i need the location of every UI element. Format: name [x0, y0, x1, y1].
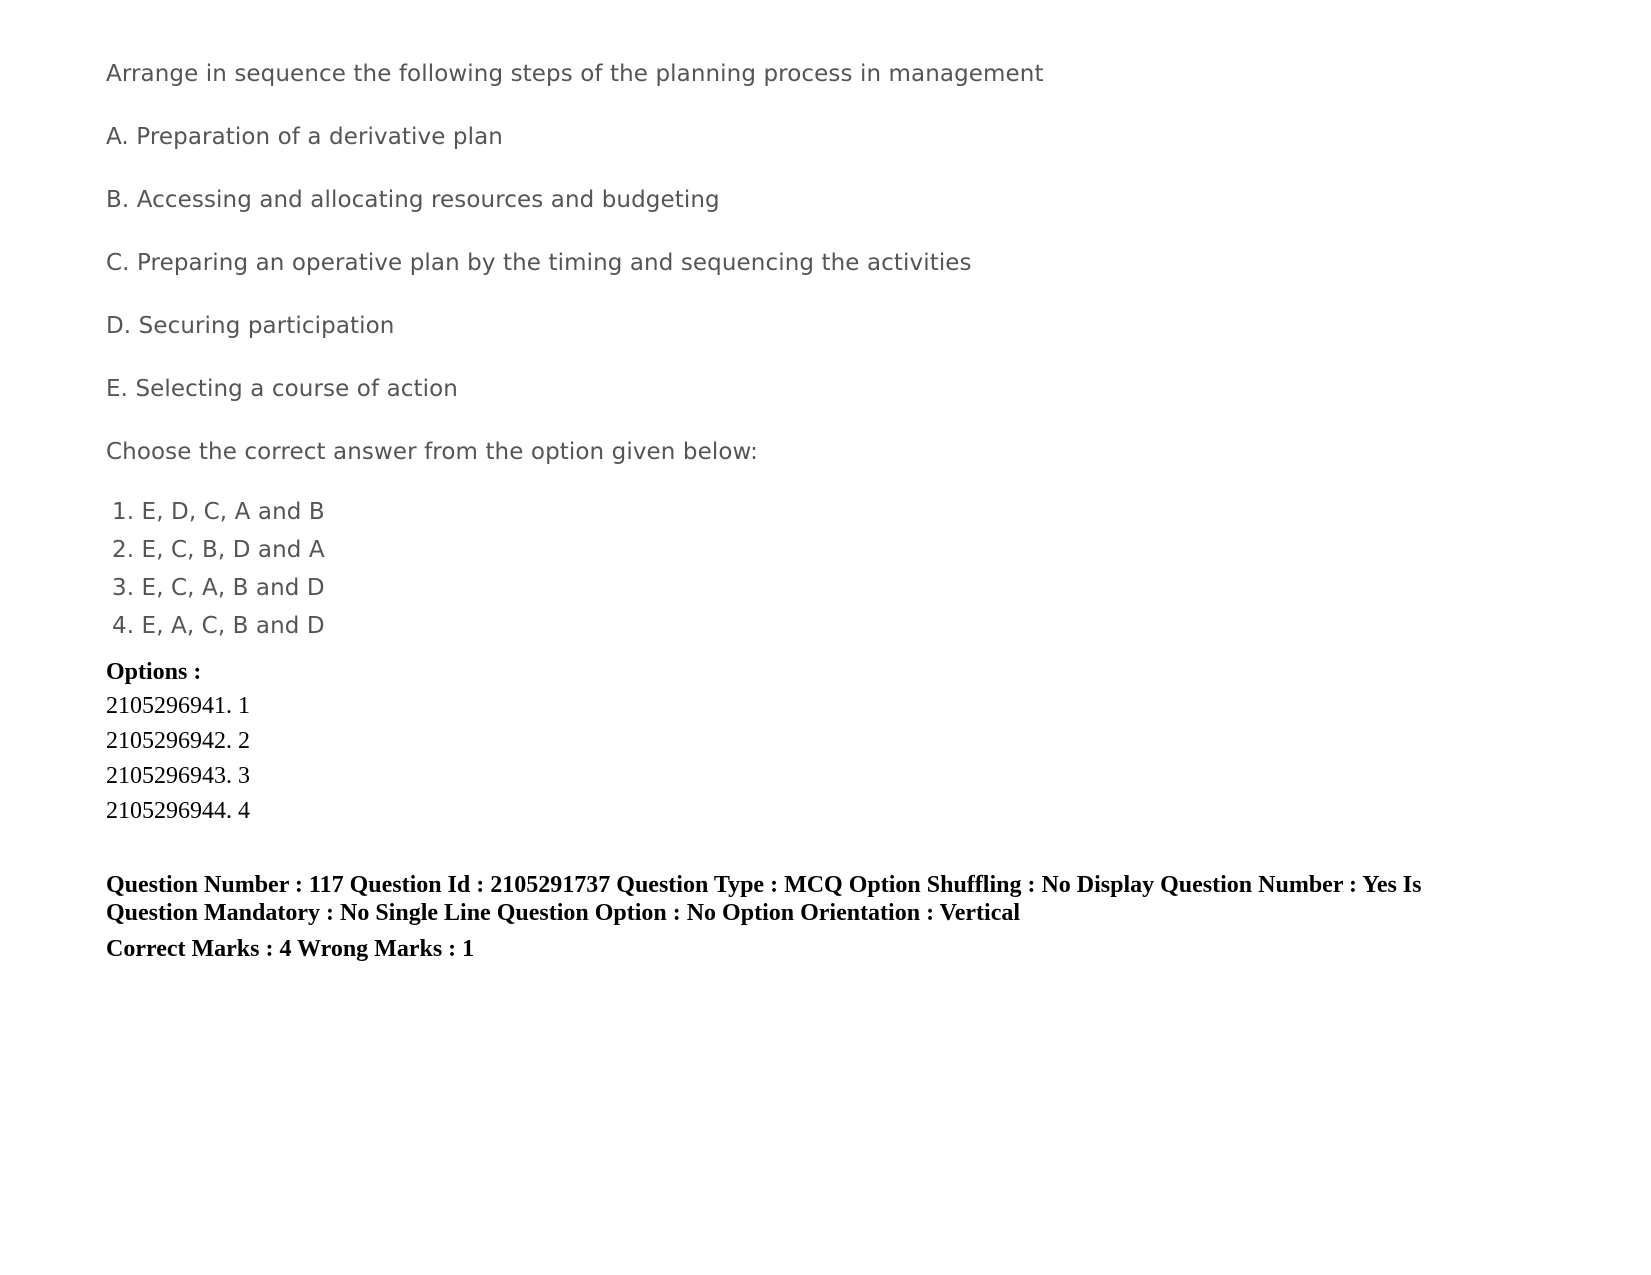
- marks-info: Correct Marks : 4 Wrong Marks : 1: [106, 936, 475, 962]
- step-c: C. Preparing an operative plan by the timing and sequencing the activities: [106, 250, 972, 276]
- question-details-line-1: Question Number : 117 Question Id : 2105291737 Question Type : MCQ Option Shuffling : No Display Question Number : Yes Is: [106, 872, 1422, 898]
- answer-choice: 1. E, D, C, A and B: [112, 499, 325, 525]
- option-item: 2105296942. 2: [106, 728, 250, 754]
- step-e: E. Selecting a course of action: [106, 376, 458, 402]
- question-stem: Arrange in sequence the following steps of the planning process in management: [106, 61, 1044, 87]
- step-a: A. Preparation of a derivative plan: [106, 124, 503, 150]
- option-item: 2105296941. 1: [106, 693, 250, 719]
- answer-choice: 3. E, C, A, B and D: [112, 575, 325, 601]
- answer-choice: 4. E, A, C, B and D: [112, 613, 325, 639]
- option-item: 2105296943. 3: [106, 763, 250, 789]
- question-image: [106, 60, 1044, 645]
- step-b: B. Accessing and allocating resources and budgeting: [106, 187, 720, 213]
- question-details: [106, 871, 1546, 963]
- step-d: D. Securing participation: [106, 313, 395, 339]
- question-details-line-2: Question Mandatory : No Single Line Question Option : No Option Orientation : Vertical: [106, 900, 1021, 926]
- answer-choices: [106, 493, 1036, 645]
- options-title: Options :: [106, 659, 202, 685]
- answer-choice: 2. E, C, B, D and A: [112, 537, 325, 563]
- options-block: [106, 655, 250, 829]
- answer-instruction: Choose the correct answer from the option given below:: [106, 439, 758, 465]
- option-item: 2105296944. 4: [106, 798, 250, 824]
